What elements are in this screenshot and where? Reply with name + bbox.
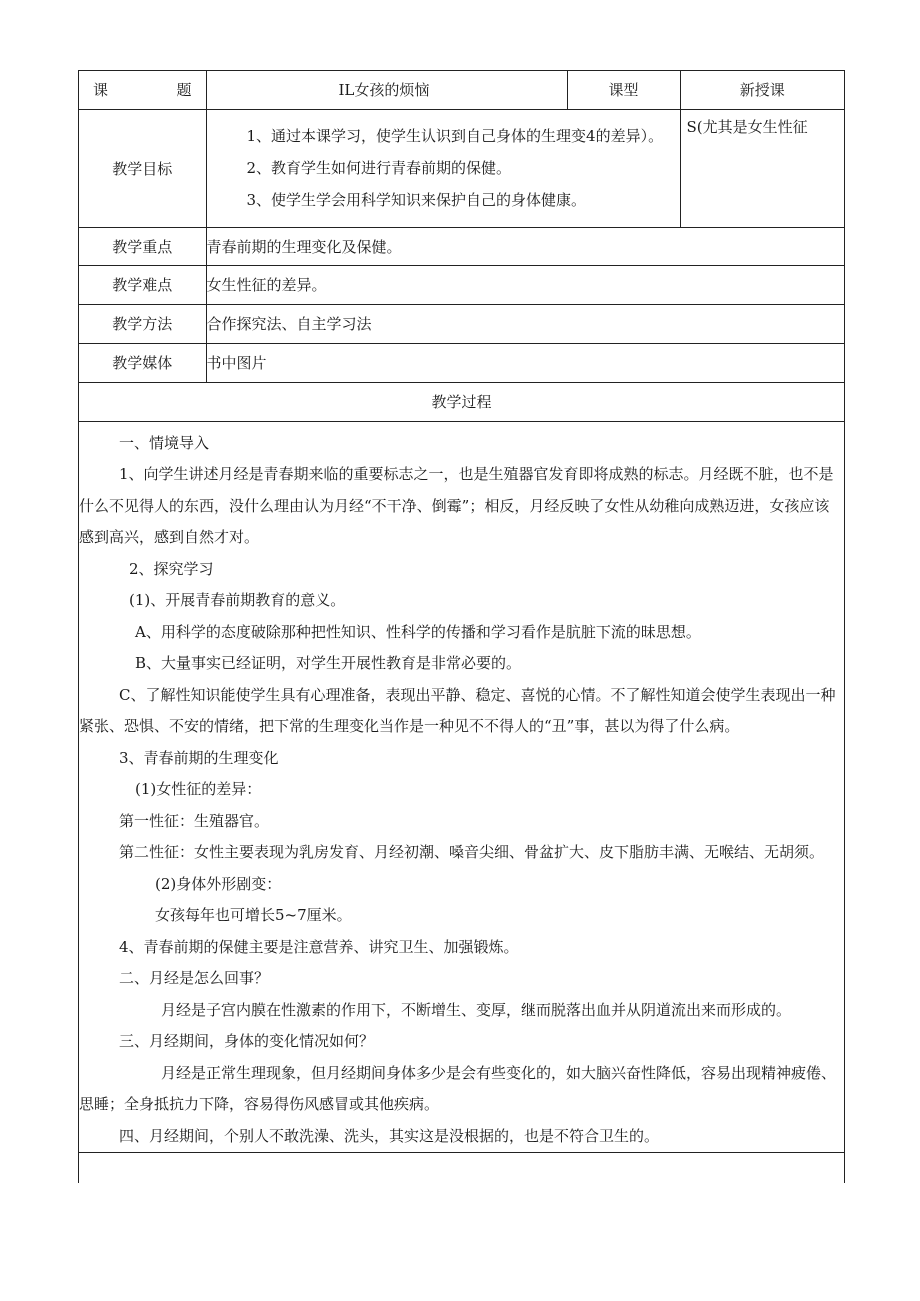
goal-item-3: 3、使学生学会用科学知识来保护自己的身体健康。 [246,191,587,209]
process-line-17: 三、月经期间，身体的变化情况如何？ [119,1032,375,1050]
process-line-2: 1、向学生讲述月经是青春期来临的重要标志之一，也是生殖器官发育即将成熟的标志。月经既不脏，也不是什么不见得人的东西，没什么理由认为月经“不干净、倒霉”；相反，月经反映了女性从幼稚向成熟迈进，女孩应该感到高兴，感到自然才对。 [79,465,834,546]
fangfa-row [79,304,844,343]
kexing-value: 新授课 [680,71,844,109]
lesson-plan-sheet [78,70,845,1183]
meiti-row [79,343,844,382]
meiti-value: 书中图片 [206,343,844,382]
process-line-8: 3、青春前期的生理变化 [119,748,279,767]
process-line-10: 第一性征：生殖器官。 [119,811,270,830]
keti-label-char-2: 题 [176,81,192,100]
nandian-row [79,265,844,304]
process-body-row [79,421,844,1153]
process-line-16: 月经是子宫内膜在性激素的作用下，不断增生、变厚，继而脱落出血并从阴道流出来而形成的。 [161,1000,792,1019]
process-line-13: 女孩每年也可增长5~7厘米。 [155,906,352,924]
goals-side-note: S(尤其是女生性征 [680,109,844,227]
lesson-title: IL女孩的烦恼 [206,71,567,109]
goal-item-2: 2、教育学生如何进行青春前期的保健。 [246,159,512,177]
fangfa-value: 合作探究法、自主学习法 [206,304,844,343]
keti-label-cell [79,71,206,109]
process-line-4: (1)、开展青春前期教育的意义。 [129,591,346,609]
process-line-14: 4、青春前期的保健主要是注意营养、讲究卫生、加强锻炼。 [119,937,519,956]
process-line-18: 月经是正常生理现象，但月经期间身体多少是会有些变化的，如大脑兴奋性降低，容易出现精神疲倦、思睡；全身抵抗力下降，容易得伤风感冒或其他疾病。 [79,1063,837,1113]
process-title-row [79,382,844,421]
process-line-1: 一、情境导入 [119,433,210,452]
process-line-6: B、大量事实已经证明，对学生开展性教育是非常必要的。 [135,654,522,672]
process-line-3: 2、探究学习 [129,559,214,578]
process-line-19: 四、月经期间，个别人不敢洗澡、洗头，其实这是没根据的，也是不符合卫生的。 [119,1126,660,1145]
header-row [79,71,844,109]
fangfa-label: 教学方法 [79,304,206,343]
meiti-label: 教学媒体 [79,343,206,382]
kexing-label: 课型 [567,71,680,109]
lesson-plan-table [79,71,844,1153]
goal-item-1: 1、通过本课学习，使学生认识到自己身体的生理变4的差异）。 [246,127,664,145]
goals-row [79,109,844,227]
process-line-12: (2)身体外形剧变： [155,874,282,893]
goals-content [206,109,680,227]
process-line-15: 二、月经是怎么回事？ [119,969,270,987]
nandian-label: 教学难点 [79,265,206,304]
process-title: 教学过程 [79,382,844,421]
zhongdian-row [79,227,844,265]
process-line-11: 第二性征：女性主要表现为乳房发育、月经初潮、嗓音尖细、骨盆扩大、皮下脂肪丰满、无喉结、无胡须。 [119,843,825,861]
zhongdian-value: 青春前期的生理变化及保健。 [206,227,844,265]
process-line-9: (1)女性征的差异： [135,780,262,798]
zhongdian-label: 教学重点 [79,227,206,265]
process-body [79,421,844,1153]
keti-label-char-1: 课 [93,81,109,100]
process-line-5: A、用科学的态度破除那种把性知识、性科学的传播和学习看作是肮脏下流的昧思想。 [135,622,701,641]
nandian-value: 女生性征的差异。 [206,265,844,304]
process-line-7: C、了解性知识能使学生具有心理准备，表现出平静、稳定、喜悦的心情。不了解性知道会使学生表现出一种紧张、恐惧、不安的情绪，把下常的生理变化当作是一种见不不得人的“丑”事，甚以为得了什么病。 [79,685,836,735]
goals-label: 教学目标 [79,109,206,227]
